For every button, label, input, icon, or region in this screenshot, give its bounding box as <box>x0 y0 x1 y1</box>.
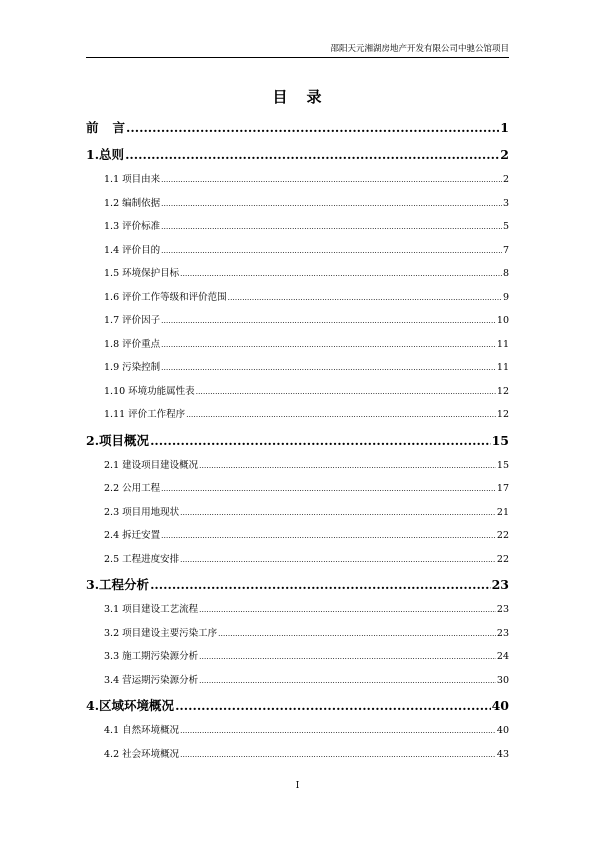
toc-entry-1-10[interactable] <box>86 380 509 404</box>
toc-entry-4-1[interactable] <box>86 719 509 743</box>
toc-entry-page: 43 <box>496 748 509 760</box>
toc-entry-page: 22 <box>496 553 509 565</box>
toc-leader-dots <box>180 549 496 573</box>
toc-entry-page: 21 <box>496 506 509 518</box>
toc-entry-page: 15 <box>496 459 509 471</box>
toc-entry-1-5[interactable] <box>86 262 509 286</box>
toc-entry-page: 30 <box>496 674 509 686</box>
toc-entry-page: 17 <box>496 483 509 494</box>
toc-leader-dots <box>161 169 502 193</box>
toc-entry-page: 11 <box>496 362 509 373</box>
toc-entry-chapter-2[interactable] <box>86 427 509 454</box>
toc-entry-label: 3.2 项目建设主要污染工序 <box>104 627 218 639</box>
toc-entry-label: 1.11 评价工作程序 <box>104 409 186 420</box>
toc-leader-dots <box>228 287 502 311</box>
toc-entry-4-2[interactable] <box>86 743 509 767</box>
toc-entry-label: 2.5 工程进度安排 <box>104 553 180 565</box>
toc-leader-dots <box>199 670 496 694</box>
toc-entry-1-11[interactable] <box>86 403 509 427</box>
toc-entry-page: 2 <box>502 174 509 185</box>
toc-entry-label: 4.1 自然环境概况 <box>104 725 180 736</box>
toc-entry-1-1[interactable] <box>86 168 509 192</box>
toc-entry-page: 40 <box>496 725 509 736</box>
toc-entry-chapter-1[interactable] <box>86 141 509 168</box>
toc-entry-page: 23 <box>496 604 509 615</box>
toc-entry-page: 23 <box>496 627 509 639</box>
toc-entry-label: 1.3 评价标准 <box>104 221 161 232</box>
toc-entry-label: 2.1 建设项目建设概况 <box>104 459 199 471</box>
toc-entry-1-2[interactable] <box>86 192 509 216</box>
toc-entry-2-1[interactable] <box>86 454 509 478</box>
toc-entry-3-2[interactable] <box>86 622 509 646</box>
toc-entry-2-2[interactable] <box>86 477 509 501</box>
toc-entry-label: 1.1 项目由来 <box>104 174 161 185</box>
toc-entry-label: 3.4 营运期污染源分析 <box>104 674 199 686</box>
toc-leader-dots <box>161 525 496 549</box>
toc-leader-dots <box>199 455 496 479</box>
toc-leader-dots <box>180 502 496 526</box>
toc-entry-3-1[interactable] <box>86 598 509 622</box>
toc-entry-label: 1.9 污染控制 <box>104 362 161 373</box>
toc-leader-dots <box>150 427 491 454</box>
toc-entry-label: 3.3 施工期污染源分析 <box>104 651 199 662</box>
toc-entry-page: 23 <box>491 577 509 592</box>
table-of-contents <box>86 114 509 766</box>
toc-entry-3-3[interactable] <box>86 645 509 669</box>
toc-entry-1-9[interactable] <box>86 356 509 380</box>
toc-entry-page: 12 <box>496 409 509 420</box>
toc-entry-1-6[interactable] <box>86 286 509 310</box>
toc-entry-2-4[interactable] <box>86 524 509 548</box>
toc-entry-label: 2.4 拆迁安置 <box>104 530 161 541</box>
toc-entry-label: 1.总则 <box>86 147 125 162</box>
toc-entry-label: 3.1 项目建设工艺流程 <box>104 604 199 615</box>
toc-leader-dots <box>161 334 496 358</box>
toc-entry-label: 1.7 评价因子 <box>104 315 161 326</box>
toc-leader-dots <box>199 646 496 670</box>
toc-entry-label: 2.2 公用工程 <box>104 483 161 494</box>
toc-entry-label: 3.工程分析 <box>86 577 150 592</box>
toc-entry-label: 1.6 评价工作等级和评价范围 <box>104 291 227 303</box>
running-header <box>86 42 509 58</box>
toc-leader-dots <box>196 381 496 405</box>
toc-entry-page: 10 <box>496 315 509 326</box>
toc-leader-dots <box>180 720 496 744</box>
toc-entry-1-7[interactable] <box>86 309 509 333</box>
toc-entry-page: 2 <box>500 147 509 162</box>
toc-entry-2-3[interactable] <box>86 501 509 525</box>
toc-entry-1-4[interactable] <box>86 239 509 263</box>
toc-leader-dots <box>161 310 496 334</box>
toc-entry-label: 1.8 评价重点 <box>104 338 161 350</box>
toc-leader-dots <box>126 114 499 141</box>
toc-entry-1-3[interactable] <box>86 215 509 239</box>
toc-entry-page: 8 <box>502 268 509 279</box>
toc-leader-dots <box>161 193 502 217</box>
toc-entry-label: 4.区域环境概况 <box>86 698 175 713</box>
toc-entry-label: 1.5 环境保护目标 <box>104 268 180 279</box>
toc-entry-page: 40 <box>491 698 509 713</box>
toc-entry-page: 3 <box>502 197 509 209</box>
toc-leader-dots <box>199 599 496 623</box>
toc-leader-dots <box>180 263 502 287</box>
toc-entry-page: 12 <box>496 385 509 397</box>
page-number: I <box>295 781 300 791</box>
toc-entry-page: 1 <box>500 120 509 135</box>
toc-leader-dots <box>125 141 499 168</box>
toc-leader-dots <box>180 744 496 768</box>
toc-title-char-2: 录 <box>306 88 323 106</box>
toc-entry-page: 7 <box>502 244 509 256</box>
toc-entry-page: 15 <box>491 432 509 448</box>
toc-entry-page: 5 <box>502 221 509 232</box>
toc-entry-label: 2.3 项目用地现状 <box>104 506 180 518</box>
toc-entry-page: 11 <box>496 338 509 350</box>
toc-leader-dots <box>150 571 491 598</box>
toc-entry-3-4[interactable] <box>86 669 509 693</box>
toc-entry-page: 22 <box>496 530 509 541</box>
toc-leader-dots <box>161 357 496 381</box>
toc-entry-label: 1.2 编制依据 <box>104 197 161 209</box>
toc-entry-preface[interactable] <box>86 114 509 141</box>
toc-entry-page: 9 <box>502 291 509 303</box>
toc-entry-label: 1.10 环境功能属性表 <box>104 385 195 397</box>
running-header-text: 邵阳天元湘湖房地产开发有限公司中驰公馆项目 <box>330 44 509 54</box>
toc-leader-dots <box>218 623 496 647</box>
toc-leader-dots <box>186 404 496 428</box>
toc-entry-page: 24 <box>496 651 509 662</box>
toc-leader-dots <box>161 240 502 264</box>
toc-title-char-1: 目 <box>272 88 289 106</box>
toc-leader-dots <box>161 216 502 240</box>
toc-title <box>0 86 595 107</box>
toc-entry-label: 4.2 社会环境概况 <box>104 748 180 760</box>
toc-leader-dots <box>161 478 496 502</box>
toc-entry-label: 前 言 <box>86 120 126 135</box>
toc-leader-dots <box>175 692 491 719</box>
toc-entry-label: 1.4 评价目的 <box>104 244 161 256</box>
toc-entry-chapter-3[interactable] <box>86 571 509 598</box>
toc-entry-label: 2.项目概况 <box>86 432 150 448</box>
toc-entry-1-8[interactable] <box>86 333 509 357</box>
toc-entry-2-5[interactable] <box>86 548 509 572</box>
toc-entry-chapter-4[interactable] <box>86 692 509 719</box>
